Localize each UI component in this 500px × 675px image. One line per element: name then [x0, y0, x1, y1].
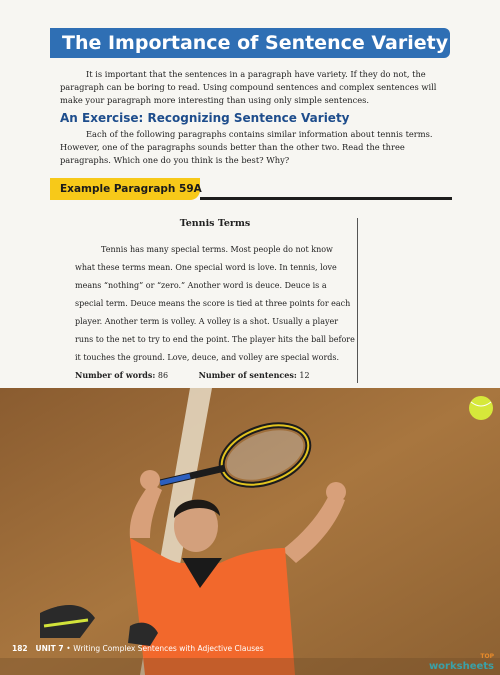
- sentence-count-value: 12: [299, 371, 310, 380]
- sentence-count-label: Number of sentences:: [198, 370, 297, 380]
- paragraph-stats: [75, 370, 310, 380]
- page-number: 182: [12, 644, 28, 653]
- example-tab-label: Example Paragraph 59A: [60, 183, 202, 195]
- example-tab: [50, 178, 200, 200]
- watermark-main: worksheets: [428, 661, 494, 672]
- unit-label: UNIT 7: [35, 644, 64, 653]
- example-title: Tennis Terms: [179, 218, 251, 229]
- exercise-instructions: Each of the following paragraphs contains similar information about tennis terms. However, one of the paragraphs sounds better than the other two. Read the three paragraphs. Which one do you think is the best? Why?: [60, 129, 433, 165]
- watermark: [429, 652, 494, 672]
- page-title: The Importance of Sentence Variety: [62, 32, 449, 54]
- unit-title: Writing Complex Sentences with Adjective Clauses: [73, 644, 264, 653]
- intro-paragraph: It is important that the sentences in a paragraph have variety. If they do not, the paragraph can be boring to read. Using compound sentences and complex sentences will make your paragraph more interesting than using only simple sentences.: [60, 69, 437, 105]
- example-paragraph-box: [75, 218, 355, 367]
- tennis-photo: [0, 388, 500, 675]
- example-divider: [200, 197, 452, 200]
- word-count-label: Number of words:: [75, 370, 156, 380]
- footer-bullet: •: [66, 644, 71, 653]
- title-banner: [50, 28, 450, 58]
- margin-rule: [357, 218, 358, 383]
- word-count-value: 86: [157, 371, 169, 380]
- page-footer: [12, 644, 264, 653]
- watermark-top: TOP: [480, 653, 494, 660]
- example-paragraph: Tennis has many special terms. Most people do not know what these terms mean. One special word is love. In tennis, love means “nothing” or “zero.” Another word is deuce. Deuce is a special term. Deuce means the score is tied at three points for each player. Another term is volley. A volley is a shot. Usually a player runs to the net to try to end the point. The player hits the ball before it touches the ground. Love, deuce, and volley are special words.: [75, 245, 355, 362]
- exercise-heading: An Exercise: Recognizing Sentence Variety: [60, 111, 350, 125]
